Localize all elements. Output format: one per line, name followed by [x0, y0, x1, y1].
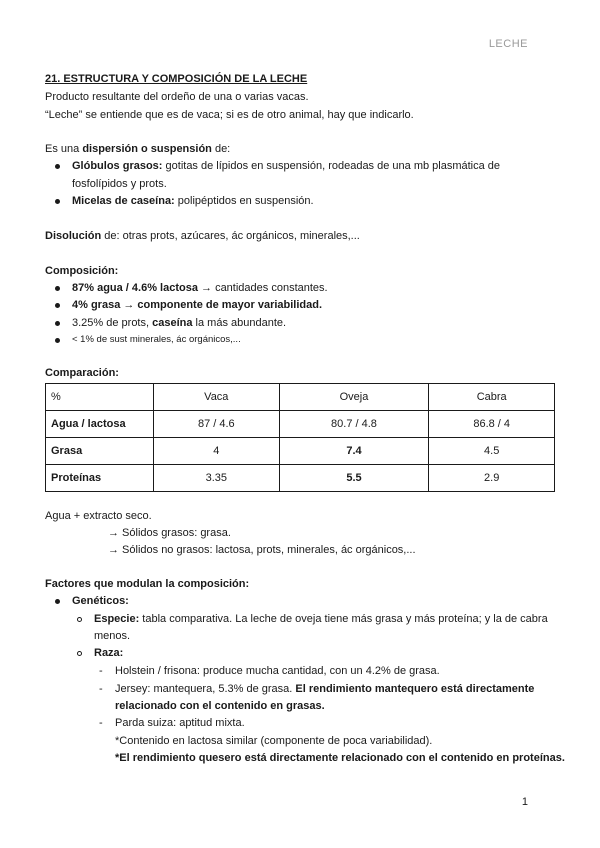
bullet-icon — [55, 338, 60, 343]
dash-icon: - — [99, 717, 103, 729]
table-cell: 87 / 4.6 — [154, 411, 280, 438]
raza-item: Raza: — [94, 647, 124, 659]
page-number: 1 — [521, 796, 528, 808]
table-cell: 2.9 — [429, 465, 555, 492]
quesero-note: *El rendimiento quesero está directamente relacionado con el contenido en proteínas. — [115, 752, 565, 764]
composicion-item-3: 3.25% de prots, caseína la más abundante. — [72, 317, 287, 329]
bullet-icon — [55, 199, 60, 204]
especie-item: Especie: tabla comparativa. La leche de oveja tiene más grasa y más proteína; y la de cabra — [94, 613, 548, 625]
comparison-table — [45, 383, 555, 492]
table-cell: 5.5 — [279, 465, 429, 492]
solidos-line-2: → Sólidos grasos: grasa. — [108, 527, 231, 539]
factores-heading: Factores que modulan la composición: — [45, 578, 250, 590]
bullet-icon — [55, 303, 60, 308]
jersey-item: Jersey: mantequera, 5.3% de grasa. El rendimiento mantequero está directamente — [115, 683, 535, 695]
dash-icon: - — [99, 683, 103, 695]
table-row — [46, 411, 555, 438]
intro-line-1: Producto resultante del ordeño de una o varias vacas. — [45, 91, 309, 103]
column-header: Cabra — [429, 384, 555, 411]
table-row — [46, 465, 555, 492]
row-label: Proteínas — [46, 465, 154, 492]
table-row — [46, 438, 555, 465]
geneticos-item: Genéticos: — [72, 595, 129, 607]
column-header: % — [46, 384, 154, 411]
table-cell: 3.35 — [154, 465, 280, 492]
table-cell: 4.5 — [429, 438, 555, 465]
table-header-row — [46, 384, 555, 411]
bullet-icon — [55, 286, 60, 291]
especie-item-cont: menos. — [94, 630, 131, 642]
table-cell: 80.7 / 4.8 — [279, 411, 429, 438]
lactosa-note: *Contenido en lactosa similar (componente de poca variabilidad). — [115, 735, 433, 747]
solidos-line-3: → Sólidos no grasos: lactosa, prots, minerales, ác orgánicos,... — [108, 544, 416, 556]
column-header: Oveja — [279, 384, 429, 411]
jersey-item-cont: relacionado con el contenido en grasas. — [115, 700, 325, 712]
section-title: 21. ESTRUCTURA Y COMPOSICIÓN DE LA LECHE — [45, 73, 308, 85]
intro-line-2: “Leche” se entiende que es de vaca; si es de otro animal, hay que indicarlo. — [45, 109, 414, 121]
composicion-item-4: < 1% de sust minerales, ác orgánicos,... — [72, 334, 241, 345]
solidos-line-1: Agua + extracto seco. — [45, 510, 152, 522]
parda-item: Parda suiza: aptitud mixta. — [115, 717, 245, 729]
dash-icon: - — [99, 665, 103, 677]
composicion-item-2: 4% grasa → componente de mayor variabilidad. — [72, 299, 323, 311]
globulos-item-cont: fosfolípidos y prots. — [72, 178, 167, 190]
composicion-heading: Composición: — [45, 265, 119, 277]
table-cell: 7.4 — [279, 438, 429, 465]
dispersion-line: Es una dispersión o suspensión de: — [45, 143, 231, 155]
holstein-item: Holstein / frisona: produce mucha cantidad, con un 4.2% de grasa. — [115, 665, 440, 677]
bullet-icon — [55, 164, 60, 169]
composicion-item-1: 87% agua / 4.6% lactosa → cantidades constantes. — [72, 282, 328, 294]
globulos-item: Glóbulos grasos: gotitas de lípidos en suspensión, rodeadas de una mb plasmática de — [72, 160, 501, 172]
column-header: Vaca — [154, 384, 280, 411]
comparacion-heading: Comparación: — [45, 367, 119, 379]
bullet-icon — [55, 599, 60, 604]
table-cell: 86.8 / 4 — [429, 411, 555, 438]
row-label: Grasa — [46, 438, 154, 465]
row-label: Agua / lactosa — [46, 411, 154, 438]
micelas-item: Micelas de caseína: polipéptidos en suspensión. — [72, 195, 314, 207]
bullet-icon — [55, 321, 60, 326]
circle-bullet-icon — [77, 651, 82, 656]
table-cell: 4 — [154, 438, 280, 465]
circle-bullet-icon — [77, 617, 82, 622]
running-header: LECHE — [488, 38, 528, 50]
disolucion-line: Disolución de: otras prots, azúcares, ác orgánicos, minerales,... — [45, 230, 360, 242]
